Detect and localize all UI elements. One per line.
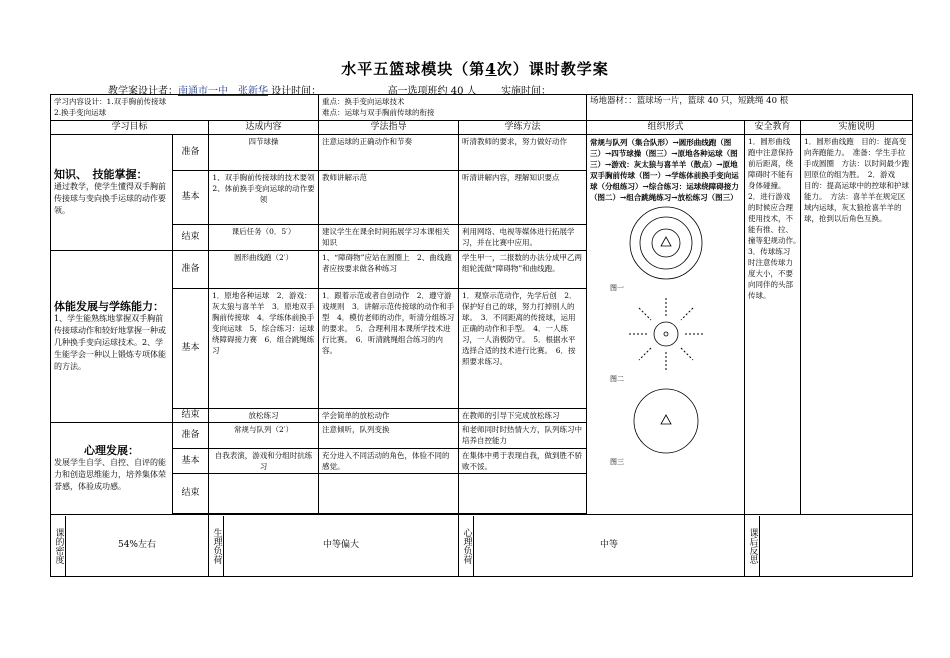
s2-end-guide: 学会简单的放松动作 — [319, 409, 459, 423]
lesson-plan-table — [50, 94, 913, 577]
meta-line: 教学案设计者：南通市一中 张新华 设计时间： 高一选项班约 40 人 实施时间： — [108, 86, 552, 97]
s3-prep-method: 和老师同时时热情大方，队列练习中培养自控能力 — [459, 423, 587, 449]
stage-basic: 基本 — [173, 449, 209, 474]
goal-knowledge: 知识、 技能掌握： 通过教学，使学生懂得双手胸前传接球与变向换手运球的动作要领。 — [51, 135, 173, 251]
header-method: 学练方法 — [459, 121, 587, 135]
s1-end-content: 课后任务（0．5′） — [209, 225, 319, 251]
s1-end-method: 利用网络、电视等媒体进行拓展学习，并在比赛中应用。 — [459, 225, 587, 251]
figure-three-label: 图三 — [610, 458, 624, 466]
reflection-area[interactable] — [760, 516, 912, 576]
phys-load-value: 中等偏大 — [322, 540, 359, 550]
density-value: 54%左右 — [117, 540, 156, 550]
safety-cell: 1．圆形曲线跑中注意保持前后距离，绕障碍时不能有身体碰撞。 2．进行游戏的时候应合理使用技术，不能有推、拉、撞等犯规动作。 3．传球练习时注意传球力度大小，不要向同伴的头部传球。 — [745, 135, 801, 515]
psych-load-value: 中等 — [599, 540, 618, 550]
header-content: 达成内容 — [209, 121, 319, 135]
org-cell — [587, 135, 745, 515]
page-title: 水平五篮球模块（第4次）课时教学案 — [341, 60, 609, 78]
goal-fitness: 体能发展与学练能力： 1、学生能熟练地掌握双手胸前传接球动作和较好地掌握一种或几种换手变向运球技术。2、学生能学会一种以上锻炼专项体能的方法。 — [51, 251, 173, 423]
header-notes: 实施说明 — [801, 121, 913, 135]
figure-two — [621, 294, 711, 374]
s1-end-guide: 建议学生在课余时间拓展学习本课相关知识 — [319, 225, 459, 251]
equipment-cell: 场地器材：：篮球场一片，篮球 40 只，短跳绳 40 根 — [587, 95, 913, 121]
reflection-label: 课后反思 — [745, 516, 760, 576]
psych-load-label: 心理负荷 — [459, 516, 474, 576]
s3-end-content — [209, 474, 319, 514]
s2-prep-method: 学生甲一，二报数的办法分成甲乙两组轮流做“障碍物”和曲线跑。 — [459, 251, 587, 289]
header-safety: 安全教育 — [745, 121, 801, 135]
s2-basic-method: 1．观察示范动作，先学后创 2．保护好自己的球，努力打掉别人的球。 3．不同距离的传接球，运用正确的动作和手型。 4．一人练习，一人消极防守。 5．根据水平选择合适的技术进行比赛。 6．按照要求练习。 — [459, 289, 587, 409]
s2-basic-guide: 1．跟着示范或者自创动作 2．遵守游戏规则 3．讲解示范传接球的动作和手型 4．模仿老师的动作，听清分组练习的要求。 5．合理利用本课所学技术进行比赛。 6．听清跳绳组合练习的内容。 — [319, 289, 459, 409]
s3-basic-method: 在集体中勇于表现自我，做到胜不骄败不馁。 — [459, 449, 587, 474]
header-goal: 学习目标 — [51, 121, 209, 135]
phys-load-label: 生理负荷 — [209, 516, 224, 576]
stage-basic: 基本 — [173, 171, 209, 225]
stage-end: 结束 — [173, 409, 209, 423]
s3-basic-content: 自我表演，游戏和分组时抗练习 — [209, 449, 319, 474]
stage-prep: 准备 — [173, 251, 209, 289]
s1-basic-content: 1、双手胸前传接球的技术要领 2、体前换手变向运球的动作要领 — [209, 171, 319, 225]
density-label: 课的密度 — [51, 516, 66, 576]
figure-two-label: 图二 — [610, 375, 624, 383]
s3-end-guide — [319, 474, 459, 514]
figure-one — [626, 203, 706, 283]
header-guide: 学法指导 — [319, 121, 459, 135]
stage-end: 结束 — [173, 474, 209, 514]
header-org: 组织形式 — [587, 121, 745, 135]
s1-prep-content: 四节球操 — [209, 135, 319, 171]
s2-prep-content: 圆形曲线跑（2′） — [209, 251, 319, 289]
s2-end-content: 放松练习 — [209, 409, 319, 423]
s2-end-method: 在教师的引导下完成放松练习 — [459, 409, 587, 423]
s3-prep-guide: 注意倾听，队列变换 — [319, 423, 459, 449]
stage-basic: 基本 — [173, 289, 209, 409]
s1-prep-guide: 注意运球的正确动作和节奏 — [319, 135, 459, 171]
stage-end: 结束 — [173, 225, 209, 251]
content-design-cell: 学习内容设计：1.双手胸前传接球 2.换手变向运球 — [51, 95, 319, 121]
designer-name: 南通市一中 张新华 — [178, 86, 268, 97]
stage-prep: 准备 — [173, 135, 209, 171]
s1-prep-method: 听清教师的要求，努力做好动作 — [459, 135, 587, 171]
key-points-cell: 重点：换手变向运球技术 难点：运球与双手胸前传球的衔接 — [319, 95, 587, 121]
s3-basic-guide: 充分进入不同活动的角色，体验不同的感觉。 — [319, 449, 459, 474]
class-info: 高一选项班约 40 人 — [387, 86, 477, 97]
figure-one-label: 图一 — [610, 284, 624, 292]
stage-prep: 准备 — [173, 423, 209, 449]
s1-basic-guide: 教师讲解示范 — [319, 171, 459, 225]
s3-prep-content: 常规与队列（2′） — [209, 423, 319, 449]
s2-basic-content: 1．原地各种运球 2．游戏：灰太狼与喜羊羊 3．原地双手胸前传接球 4．学练体前换手变向运球 5．综合练习：运球绕障碍接力赛 6．组合跳绳练习 — [209, 289, 319, 409]
s1-basic-method: 听清讲解内容，理解知识要点 — [459, 171, 587, 225]
goal-psych: 心理发展： 发展学生自学、自控、自评的能力和创造思维能力，培养集体荣誉感，体验成功感。 — [51, 423, 173, 515]
s2-prep-guide: 1、“障碍物”应站在圆圈上 2、曲线跑者应按要求做各种练习 — [319, 251, 459, 289]
notes-cell: 1．圆形曲线跑 目的：提高变向奔跑能力。 准备：学生手拉手成圆圈 方法：以时间最少跑回原位的组为胜。 2．游戏 目的：提高运球中的控球和护球能力。 方法：喜羊羊在规定区域内运球，灰太狼抢喜羊羊的球，抢到以后角色互换。 — [801, 135, 913, 515]
org-text: 常规与队列（集合队形）→圆形曲线跑（图三）→四节球操（图三）→原地各种运球（图三）→游戏：灰太狼与喜羊羊（散点）→原地双手胸前传球（图一）→学练体前换手变向运球（分组练习）→综合练习：运球绕障碍接力（图二）→组合跳绳练习→放松练习（图三） — [590, 138, 739, 202]
figure-three — [631, 385, 701, 457]
s3-end-method — [459, 474, 587, 514]
